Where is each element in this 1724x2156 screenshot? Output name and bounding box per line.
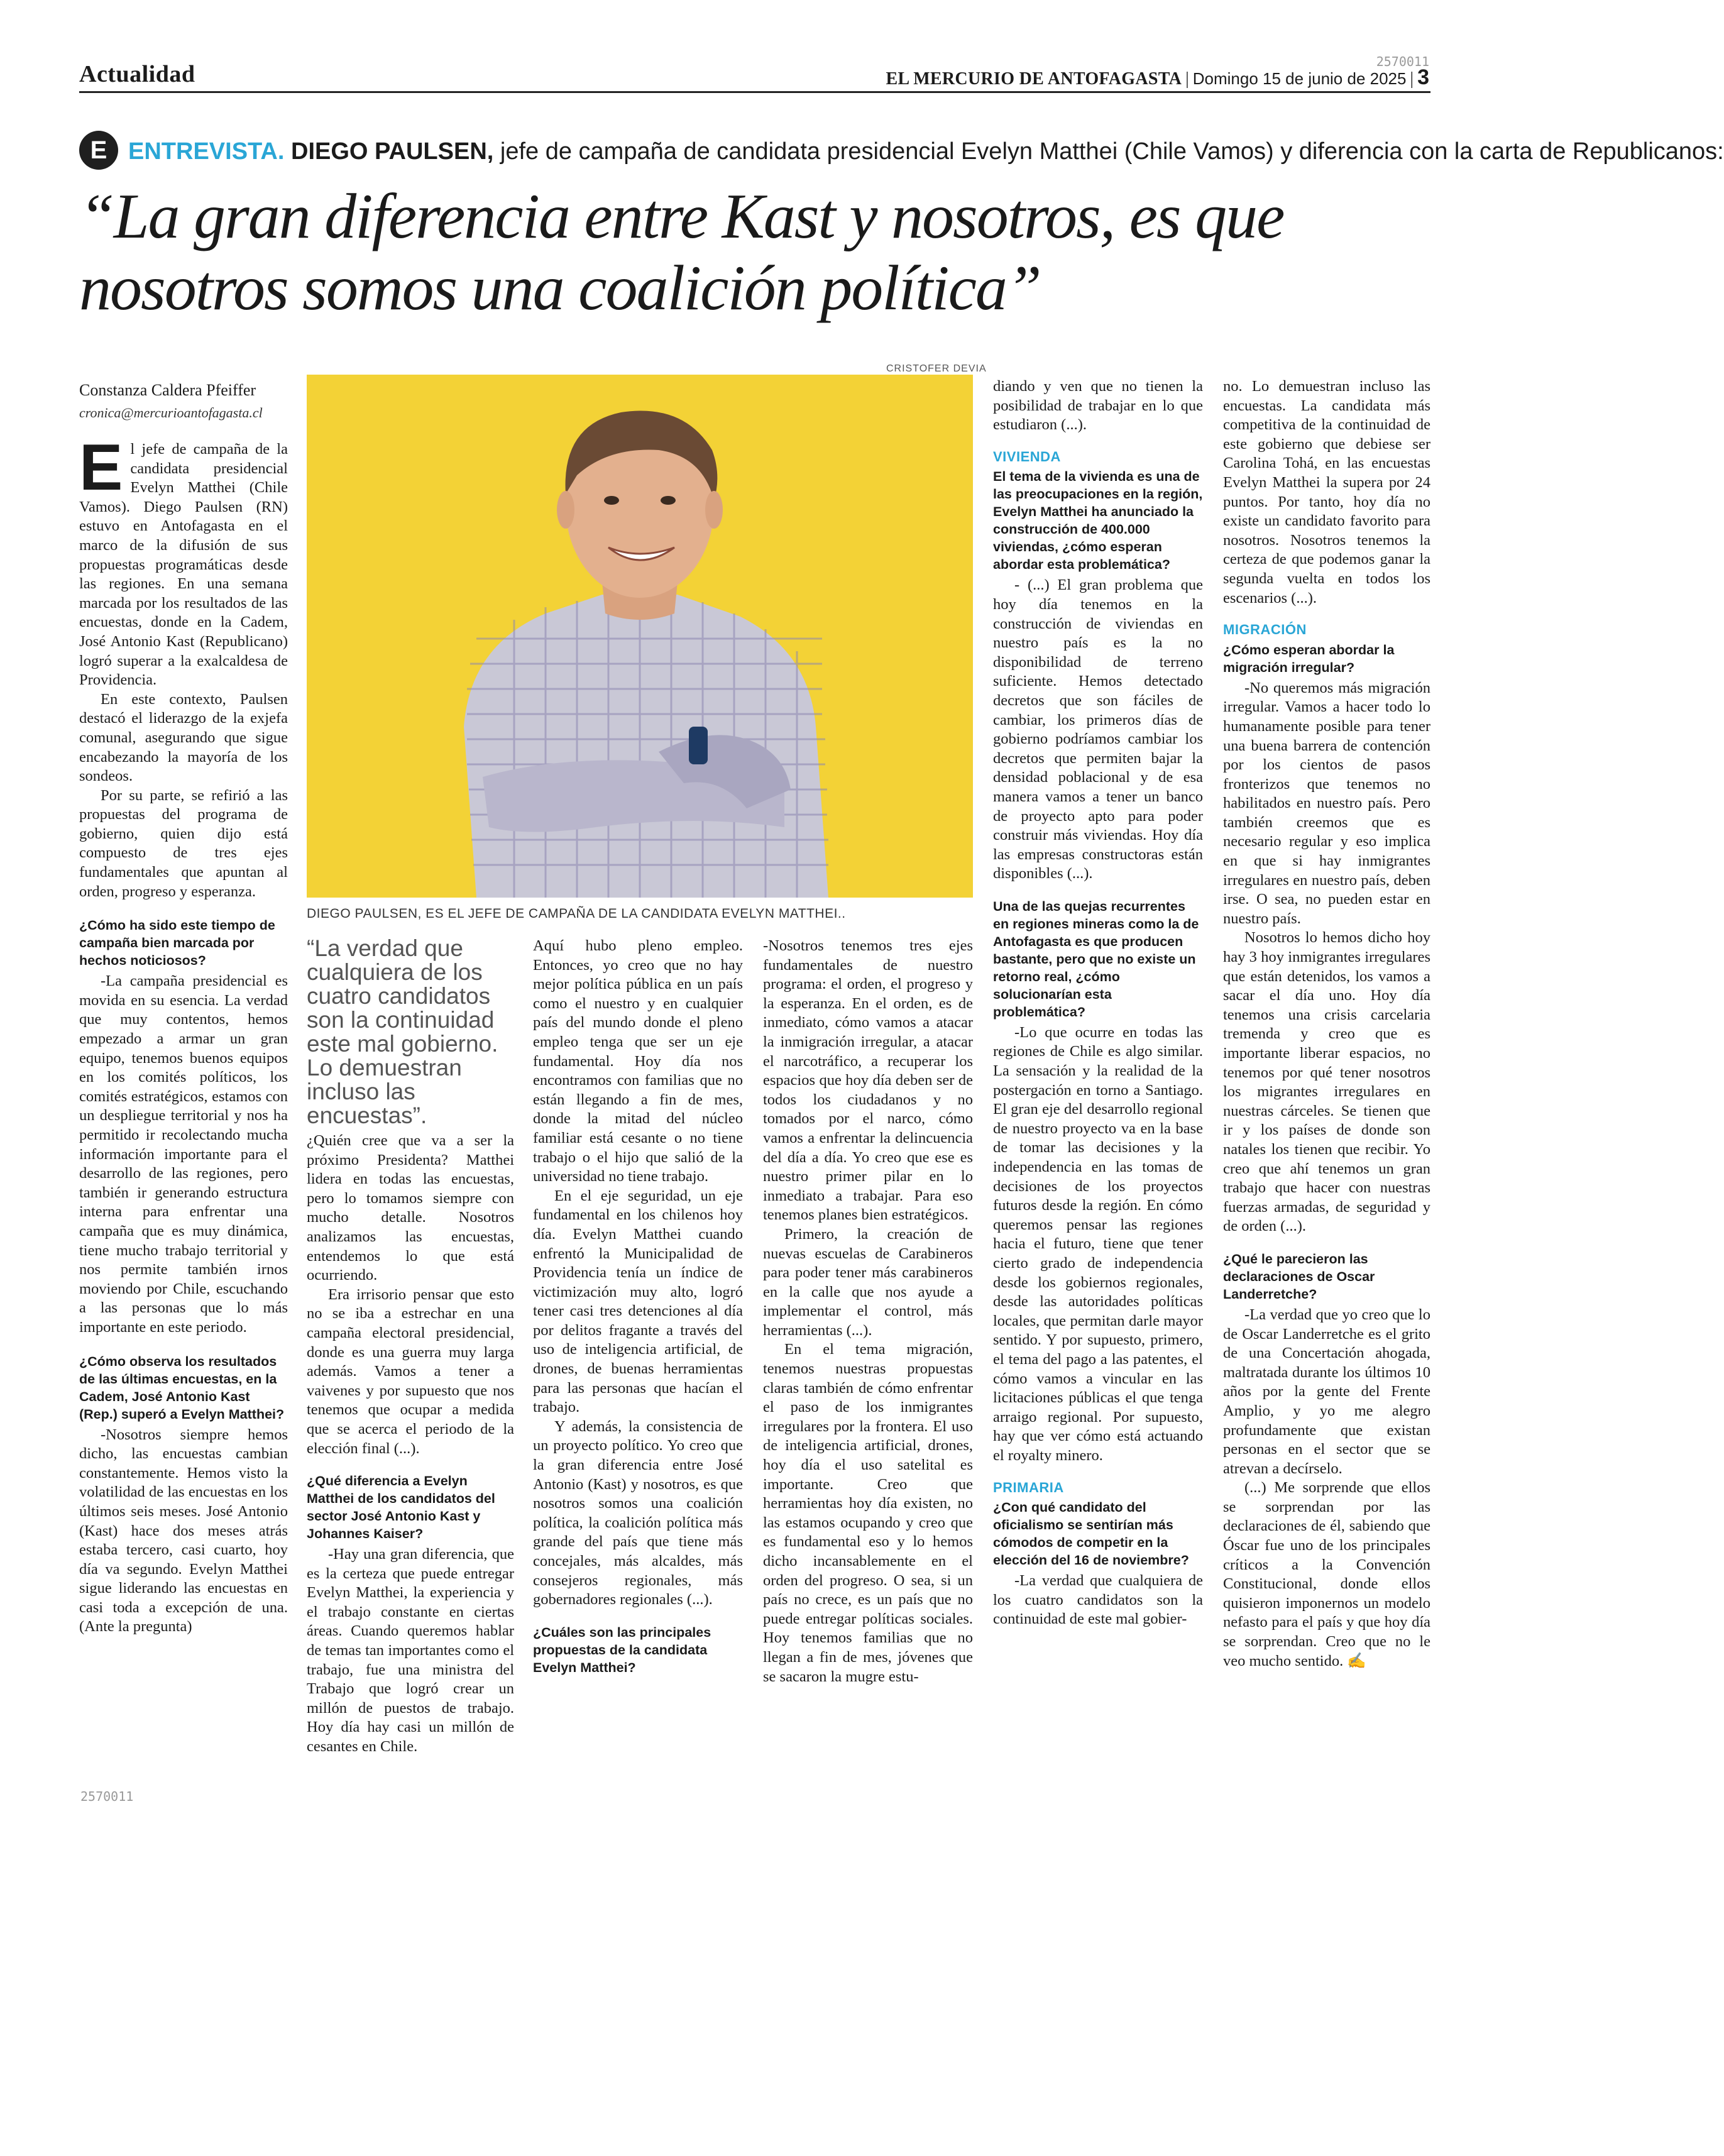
- kicker-label: ENTREVISTA.: [128, 138, 285, 165]
- section-heading-migracion: MIGRACIÓN: [1223, 622, 1307, 638]
- interviewee-photo: [307, 375, 973, 898]
- paragraph: En este contexto, Paulsen destacó el liderazgo de la exjefa comunal, asegurando que sigue encabezando la mayoría de los sondeos.: [79, 690, 288, 785]
- column-1: [79, 431, 288, 1637]
- paragraph: Primero, la creación de nuevas escuelas de Carabineros para poder tener más carabineros en la calle que nos ayude a implementar el control, más herramientas (...).: [763, 1225, 973, 1339]
- answer: -Nosotros siempre hemos dicho, las encuestas cambian constantemente. Hemos visto la volatilidad de las encuestas en los últimos seis meses. José Antonio (Kast) hace dos meses atrás estaba tercero, casi cuarto, hoy día va segundo. Evelyn Matthei sigue liderando las encuestas en casi toda a excepción de una. (Ante la pregunta): [79, 1426, 288, 1636]
- paragraph: Nosotros lo hemos dicho hoy hay 3 hoy inmigrantes irregulares que están detenidos, los vamos a sacar el día uno. Hoy día tenemos una crisis carcelaria tremenda y creo que es importante liberar espacios, no tenemos por qué tener nosotros los migrantes irregulares en nuestras cárceles. Se tienen que ir y los países de donde son natales los tienen que recibir. Yo creo que ahí tenemos un gran trabajo que hacer con nuestras fuerzas armadas, de seguridad y de orden (...).: [1223, 929, 1430, 1235]
- question: El tema de la vivienda es una de las preocupaciones en la región, Evelyn Matthei ha anunciado la construcción de 400.000 viviendas, ¿cómo esperan abordar esta problemática?: [993, 469, 1203, 573]
- answer: -Hay una gran diferencia, que es la certeza que puede entregar Evelyn Matthei, la experiencia y el trabajo constante en ciertas áreas. Cuando queremos hablar de temas tan importantes como el trabajo, fue una ministra del Trabajo que logró crear un millón de puestos de trabajo. Hoy día hay casi un millón de cesantes en Chile.: [307, 1546, 514, 1756]
- paragraph: Aquí hubo pleno empleo. Entonces, yo creo que no hay mejor política pública en un país como el nuestro y en cualquier país del mundo donde el pleno empleo tenga que ser un eje fundamental. Hoy día nos encontramos con familias que no están llegando a fin de mes, donde la mitad del núcleo familiar está cesante o no tiene trabajo o el hijo que salió de la universidad no tiene trabajo.: [533, 937, 743, 1185]
- portrait-illustration: [307, 375, 973, 898]
- page-code-bottom: 2570011: [80, 1789, 134, 1804]
- answer: -La verdad que cualquiera de los cuatro candidatos son la continuidad de este mal gobier-: [993, 1572, 1203, 1628]
- paragraph: Y además, la consistencia de un proyecto político. Yo creo que la gran diferencia entre José Antonio (Kast) y nosotros, es que nosotros somos una coalición política, la coalición política más grande del país que tiene más concejales, más alcaldes, más consejeros regionales, más gobernadores regionales (...).: [533, 1417, 743, 1609]
- kicker-name: DIEGO PAULSEN,: [291, 138, 494, 165]
- column-6: [1223, 377, 1430, 1671]
- question: ¿Cómo ha sido este tiempo de campaña bien marcada por hechos noticiosos?: [79, 918, 275, 969]
- column-2: [307, 1131, 514, 1757]
- pull-quote: “La verdad que cualquiera de los cuatro candidatos son la continuidad este mal gobierno. Lo demuestran incluso las encuestas”.: [307, 935, 498, 1128]
- section-heading-primaria: PRIMARIA: [993, 1479, 1064, 1495]
- question: ¿Cómo observa los resultados de las últimas encuestas, en la Cadem, José Antonio Kast (Rep.) superó a Evelyn Matthei?: [79, 1353, 285, 1422]
- paragraph: (...) Me sorprende que ellos se sorprendan por las declaraciones de él, sabiendo que Óscar fue uno de los principales críticos a la Convención Constitucional, donde ellos quisieron imponernos un modelo nefasto para el país y que hoy día se sorprendan. Creo que no le veo mucho sentido. ✍: [1223, 1479, 1430, 1669]
- byline: [79, 381, 263, 421]
- separator: |: [1185, 69, 1189, 89]
- column-3: [533, 937, 743, 1679]
- paragraph: Era irrisorio pensar que esto no se iba a estrechar en una campaña electoral presidencial, donde es una guerra muy larga además. Vamos a tener a vaivenes y por supuesto que nos tenemos que ocupar a medida que se acerca el periodo de la elección final (...).: [307, 1285, 514, 1457]
- dropcap: E: [79, 431, 123, 504]
- column-5: [993, 377, 1203, 1629]
- page-number: 3: [1417, 65, 1429, 89]
- paragraph: Por su parte, se refirió a las propuestas del programa de gobierno, quien dijo está compuesto de tres ejes fundamentales que apuntan al orden, progreso y esperanza.: [79, 786, 288, 900]
- question: ¿Cómo esperan abordar la migración irregular?: [1223, 642, 1395, 675]
- lead-paragraph: El jefe de campaña de la candidata presidencial Evelyn Matthei (Chile Vamos). Diego Paulsen (RN) estuvo en Antofagasta en el marco de la difusión de sus propuestas programáticas desde las regiones. En una semana marcada por los resultados de las encuestas, donde en la Cadem, José Antonio Kast (Republicano) logró superar a la exalcaldesa de Providencia.: [79, 431, 288, 689]
- photo-caption: DIEGO PAULSEN, ES EL JEFE DE CAMPAÑA DE LA CANDIDATA EVELYN MATTHEI..: [307, 906, 846, 921]
- page-code-top: 2570011: [1376, 54, 1429, 69]
- paragraph: En el tema migración, tenemos nuestras propuestas claras también de cómo enfrentar el paso de los inmigrantes irregulares por la frontera. El uso de inteligencia artificial, drones, hoy día el uso satelital es importante. Creo que herramientas hoy día existen, no las estamos ocupando y creo que es fundamental eso y lo hemos dicho incansablemente en el orden del progreso. O sea, si un país no crece, es un país que no puede entregar políticas sociales. Hoy tenemos familias que no llegan a fin de mes, jóvenes que se sacaron la mugre estu-: [763, 1341, 973, 1685]
- question: ¿Cuáles son las principales propuestas de la candidata Evelyn Matthei?: [533, 1624, 711, 1675]
- interview-badge-icon: E: [79, 131, 118, 170]
- column-4: [763, 937, 973, 1686]
- answer: -No queremos más migración irregular. Vamos a hacer todo lo humanamente posible para tener una buena barrera de contención por los cientos de pasos fronterizos que tenemos no habilitados en nuestro país. Pero también creemos que es necesario regular y eso implica en que si hay inmigrantes irregulares en nuestro país, deben irse. O sea, no pueden estar en nuestro país.: [1223, 679, 1430, 927]
- author-name: Constanza Caldera Pfeiffer: [79, 381, 256, 399]
- paragraph: no. Lo demuestran incluso las encuestas. La candidata más competitiva de la continuidad de este gobierno que debiese ser Carolina Tohá, en las encuestas Evelyn Matthei la supera por 24 puntos. Por tanto, hoy día no existe un candidato favorito para nosotros. Nosotros tenemos la certeza de que podemos ganar la segunda vuelta en todos los escenarios (...).: [1223, 378, 1430, 607]
- answer: -Lo que ocurre en todas las regiones de Chile es algo similar. La sensación y la realidad de la postergación en torno a Santiago. El gran eje del desarrollo regional de nuestro proyecto va en la base de tomar las decisiones y la independencia en las tomas de decisiones de los proyectos futuros desde la región. En cómo queremos pensar las regiones hacia el futuro, tiene que tener cierto grado de independencia desde los gobiernos regionales, desde las autoridades políticas locales, que permitan darle mayor sentido. Y por supuesto, primero, el tema del pago a las patentes, el cómo vamos a vincular en las licitaciones públicas el que tenga arraigo regional. Por supuesto, hay que ver cómo está actuando el royalty minero.: [993, 1023, 1203, 1464]
- author-email: cronica@mercurioantofagasta.cl: [79, 405, 263, 421]
- section-label: Actualidad: [79, 61, 195, 87]
- question: ¿Qué le parecieron las declaraciones de Oscar Landerretche?: [1223, 1251, 1375, 1302]
- photo-credit: CRISTOFER DEVIA: [886, 363, 987, 374]
- separator: |: [1410, 69, 1414, 89]
- paragraph: En el eje seguridad, un eje fundamental en los chilenos hoy día. Evelyn Matthei cuando enfrentó la Municipalidad de Providencia tenía un índice de victimización muy alto, logró tener casi tres detenciones al día por delitos fragante a través del uso de inteligencia artificial, de drones, de buenas herramientas para las personas que hacían el trabajo.: [533, 1187, 743, 1416]
- answer: -La campaña presidencial es movida en su esencia. La verdad que muy contentos, hemos empezado a armar un gran equipo, tenemos buenos equipos en los comités políticos, los comités estratégicos, estamos con un despliegue territorial y nos ha permitido ir recolectando mucha información importante para el desarrollo de las regiones, pero también ir generando estructura interna para enfrentar una campaña que es muy dinámica, tiene mucho trabajo territorial y nos permite también irnos moviendo por Chile, escuchando a las personas que lo más importante en este periodo.: [79, 972, 288, 1336]
- answer: -La verdad que yo creo que lo de Oscar Landerretche es el grito de una Concertación ahogada, maltratada durante los últimos 10 años por la gente del Frente Amplio, y yo me alegro profundamente que existan personas en el sector que se atrevan a decírselo.: [1223, 1306, 1430, 1477]
- kicker-description: jefe de campaña de candidata presidencial Evelyn Matthei (Chile Vamos) y diferencia con la carta de Republicanos:: [493, 138, 1724, 165]
- paragraph: diando y ven que no tienen la posibilidad de trabajar en lo que estudiaron (...).: [993, 378, 1203, 434]
- kicker: [128, 138, 1724, 165]
- section-heading-vivienda: VIVIENDA: [993, 448, 1061, 465]
- publication-date: Domingo 15 de junio de 2025: [1192, 69, 1407, 88]
- headline: “La gran diferencia entre Kast y nosotros, es que nosotros somos una coalición política”: [79, 181, 1284, 324]
- header-rule: [79, 91, 1430, 93]
- paragraph: ¿Quién cree que va a ser la próximo Presidenta? Matthei lidera en todas las encuestas, pero lo tomamos siempre con mucho detalle. Nosotros analizamos las encuestas, entendemos lo que está ocurriendo.: [307, 1132, 514, 1284]
- answer: -Nosotros tenemos tres ejes fundamentales de nuestro programa: el orden, el progreso y la esperanza. En el orden, es de inmediato, cómo vamos a atacar la inmigración irregular, a atacar el narcotráfico, a recuperar los espacios que hoy día deben ser de todos los ciudadanos y no tomados por el narco, cómo vamos a enfrentar la delincuencia del día a día. Yo creo que ese es nuestro primer pilar en lo inmediato a trabajar. Para eso tenemos planes bien estratégicos.: [763, 937, 973, 1224]
- masthead-info: [886, 65, 1430, 90]
- answer: - (...) El gran problema que hoy día tenemos en la construcción de viviendas en nuestro país es la no disponibilidad de terreno suficiente. Hemos detectado decretos que son fáciles de cambiar, los primeros días de gobierno podríamos cambiar los decretos que permiten bajar la densidad poblacional y de esa manera vamos a tener un banco de proyecto apto para poder construir más viviendas. Hoy día las empresas constructoras están disponibles (...).: [993, 576, 1203, 883]
- newspaper-name: EL MERCURIO DE ANTOFAGASTA: [886, 69, 1182, 89]
- question: ¿Qué diferencia a Evelyn Matthei de los candidatos del sector José Antonio Kast y Johannes Kaiser?: [307, 1473, 495, 1542]
- question: Una de las quejas recurrentes en regiones mineras como la de Antofagasta es que producen bastante, pero que no existe un retorno real, ¿cómo solucionarían esta problemática?: [993, 898, 1199, 1020]
- question: ¿Con qué candidato del oficialismo se sentirían más cómodos de competir en la elección del 16 de noviembre?: [993, 1500, 1189, 1568]
